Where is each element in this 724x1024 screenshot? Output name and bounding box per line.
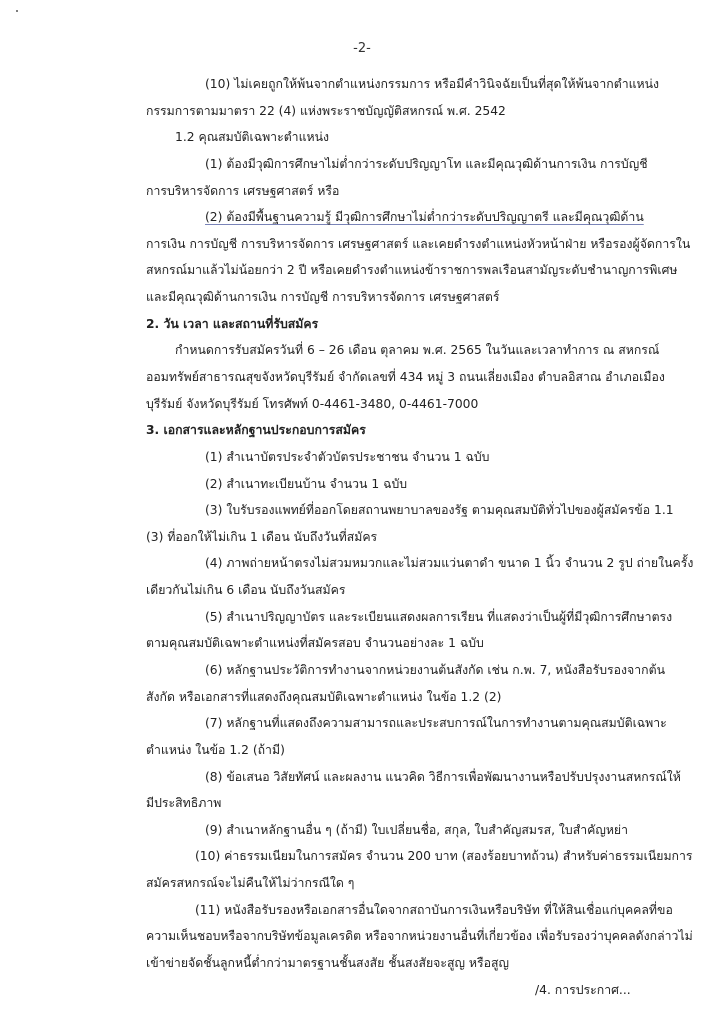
text-line: 1.2 คุณสมบัติเฉพาะตำแหน่ง <box>175 130 330 144</box>
text-line: (8) ข้อเสนอ วิสัยทัศน์ และผลงาน แนวคิด วิธีการเพื่อพัฒนางานหรือปรับปรุงงานสหกรณ์ให้ <box>205 770 681 784</box>
text-line: (10) ค่าธรรมเนียมในการสมัคร จำนวน 200 บาท (สองร้อยบาทถ้วน) สำหรับค่าธรรมเนียมการ <box>195 849 693 863</box>
text-line: ตำแหน่ง ในข้อ 1.2 (ถ้ามี) <box>146 743 285 757</box>
text-line: การบริหารจัดการ เศรษฐศาสตร์ หรือ <box>146 184 340 198</box>
text-line: (2) สำเนาทะเบียนบ้าน จำนวน 1 ฉบับ <box>205 477 408 491</box>
section-heading: 3. เอกสารและหลักฐานประกอบการสมัคร <box>146 423 366 437</box>
text-line: บุรีรัมย์ จังหวัดบุรีรัมย์ โทรศัพท์ 0-4461-3480, 0-4461-7000 <box>146 397 479 411</box>
text-line: (1) สำเนาบัตรประจำตัวบัตรประชาชน จำนวน 1 ฉบับ <box>205 450 490 464</box>
text-line: (7) หลักฐานที่แสดงถึงความสามารถและประสบการณ์ในการทำงานตามคุณสมบัติเฉพาะ <box>205 716 667 730</box>
text-line: กำหนดการรับสมัครวันที่ 6 – 26 เดือน ตุลาคม พ.ศ. 2565 ในวันและเวลาทำการ ณ สหกรณ์ <box>175 343 660 357</box>
text-line: สังกัด หรือเอกสารที่แสดงถึงคุณสมบัติเฉพาะตำแหน่ง ในข้อ 1.2 (2) <box>146 690 502 704</box>
text-line: สหกรณ์มาแล้วไม่น้อยกว่า 2 ปี หรือเคยดำรงตำแหน่งข้าราชการพลเรือนสามัญระดับชำนาญการพิเศษ <box>146 263 678 277</box>
text-line: (5) สำเนาปริญญาบัตร และระเบียนแสดงผลการเรียน ที่แสดงว่าเป็นผู้ที่มีวุฒิการศึกษาตรง <box>205 610 673 624</box>
text-line: (1) ต้องมีวุฒิการศึกษาไม่ต่ำกว่าระดับปริญญาโท และมีคุณวุฒิด้านการเงิน การบัญชี <box>205 157 648 171</box>
text-line: ตามคุณสมบัติเฉพาะตำแหน่งที่สมัครสอบ จำนวนอย่างละ 1 ฉบับ <box>146 636 484 650</box>
text-line: (6) หลักฐานประวัติการทำงานจากหน่วยงานต้นสังกัด เช่น ก.พ. 7, หนังสือรับรองจากต้น <box>205 663 665 677</box>
text-line: (11) หนังสือรับรองหรือเอกสารอื่นใดจากสถาบันการเงินหรือบริษัท ที่ให้สินเชื่อแก่บุคคลที่ขอ <box>195 903 673 917</box>
text-line: และมีคุณวุฒิด้านการเงิน การบัญชี การบริหารจัดการ เศรษฐศาสตร์ <box>146 290 500 304</box>
text-line: สมัครสหกรณ์จะไม่คืนให้ไม่ว่ากรณีใด ๆ <box>146 876 355 890</box>
text-line: (4) ภาพถ่ายหน้าตรงไม่สวมหมวกและไม่สวมแว่นตาดำ ขนาด 1 นิ้ว จำนวน 2 รูป ถ่ายในครั้ง <box>205 556 694 570</box>
text-line: (10) ไม่เคยถูกให้พ้นจากตำแหน่งกรรมการ หรือมีคำวินิจฉัยเป็นที่สุดให้พ้นจากตำแหน่ง <box>205 77 660 91</box>
text-line: เข้าข่ายจัดชั้นลูกหนี้ต่ำกว่ามาตรฐานชั้นสงสัย ชั้นสงสัยจะสูญ หรือสูญ <box>146 956 509 970</box>
text-line: ออมทรัพย์สาธารณสุขจังหวัดบุรีรัมย์ จำกัดเลขที่ 434 หมู่ 3 ถนนเลี่ยงเมือง ตำบลอิสาณ อำเภอเมือง <box>146 370 665 384</box>
text-line: เดียวกันไม่เกิน 6 เดือน นับถึงวันสมัคร <box>146 583 346 597</box>
text-line: การเงิน การบัญชี การบริหารจัดการ เศรษฐศาสตร์ และเคยดำรงตำแหน่งหัวหน้าฝ่าย หรือรองผู้จัดการใน <box>146 237 691 251</box>
text-line: มีประสิทธิภาพ <box>146 796 222 810</box>
text-line: ความเห็นชอบหรือจากบริษัทข้อมูลเครดิต หรือจากหน่วยงานอื่นที่เกี่ยวข้อง เพื่อรับรองว่าบุคคลดังกล่าวไม่ <box>146 929 693 943</box>
page-number: -2- <box>353 41 371 56</box>
text-line: (3) ที่ออกให้ไม่เกิน 1 เดือน นับถึงวันที่สมัคร <box>146 530 378 544</box>
text-line: (2) ต้องมีพื้นฐานความรู้ มีวุฒิการศึกษาไม่ต่ำกว่าระดับปริญญาตรี และมีคุณวุฒิด้าน <box>205 210 644 224</box>
text-line: (9) สำเนาหลักฐานอื่น ๆ (ถ้ามี) ใบเปลี่ยนชื่อ, สกุล, ใบสำคัญสมรส, ใบสำคัญหย่า <box>205 823 629 837</box>
text-line: (3) ใบรับรองแพทย์ที่ออกโดยสถานพยาบาลของรัฐ ตามคุณสมบัติทั่วไปของผู้สมัครข้อ 1.1 <box>205 503 674 517</box>
continuation-note: /4. การประกาศ... <box>535 983 631 997</box>
text-line: กรรมการตามมาตรา 22 (4) แห่งพระราชบัญญัติสหกรณ์ พ.ศ. 2542 <box>146 104 506 118</box>
scan-speck <box>16 10 18 12</box>
section-heading: 2. วัน เวลา และสถานที่รับสมัคร <box>146 317 319 331</box>
